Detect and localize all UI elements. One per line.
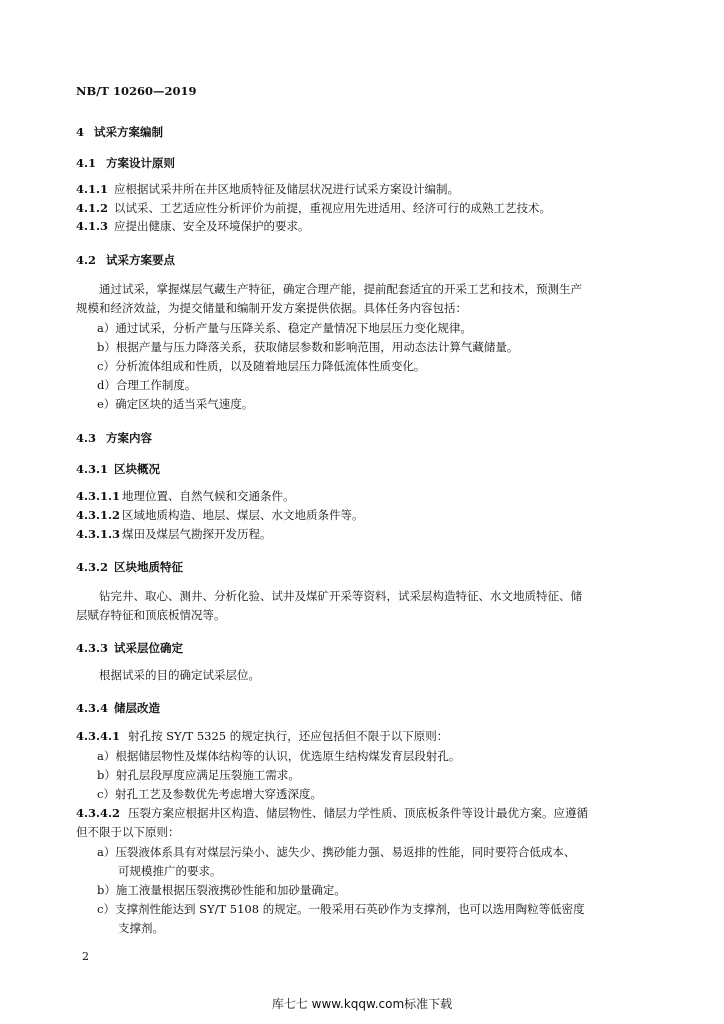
clause-4-3-1-2 xyxy=(76,509,364,522)
page-number: 2 xyxy=(82,950,89,963)
section-number: 4.3 xyxy=(76,431,97,445)
clause-text: 以试采、工艺适应性分析评价为前提，重视应用先进适用、经济可行的成熟工艺技术。 xyxy=(114,201,551,215)
section-title: 区块地质特征 xyxy=(114,560,183,574)
clause-4-1-1 xyxy=(76,183,459,196)
list-item: d）合理工作制度。 xyxy=(97,378,197,392)
list-item-continuation: 可规模推广的要求。 xyxy=(118,864,222,878)
clause-number: 4.1.2 xyxy=(76,201,109,215)
paragraph-line: 根据试采的目的确定试采层位。 xyxy=(99,668,260,682)
section-title: 试采方案编制 xyxy=(94,125,163,139)
clause-number: 4.3.4.1 xyxy=(76,729,121,743)
paragraph-line: 通过试采，掌握煤层气藏生产特征，确定合理产能，提前配套适宜的开采工艺和技术，预测生产 xyxy=(99,282,582,296)
section-4-heading xyxy=(76,124,163,140)
section-number: 4.3.1 xyxy=(76,462,109,476)
clause-text: 应根据试采井所在井区地质特征及储层状况进行试采方案设计编制。 xyxy=(114,182,459,196)
section-4-3-3-heading xyxy=(76,640,183,656)
list-item: b）施工液量根据压裂液携砂性能和加砂量确定。 xyxy=(97,883,346,897)
section-4-3-heading xyxy=(76,430,152,446)
clause-text: 煤田及煤层气勘探开发历程。 xyxy=(122,527,272,541)
paragraph-line: 层赋存特征和顶底板情况等。 xyxy=(76,608,226,622)
section-title: 方案设计原则 xyxy=(106,156,175,170)
section-title: 区块概况 xyxy=(114,462,160,476)
paragraph-line: 但不限于以下原则： xyxy=(76,825,180,839)
clause-4-3-4-1 xyxy=(76,730,448,743)
clause-text: 压裂方案应根据井区构造、储层物性、储层力学性质、顶底板条件等设计最优方案。应遵循 xyxy=(128,806,588,820)
paragraph-line: 规模和经济效益，为提交储量和编制开发方案提供依据。具体任务内容包括： xyxy=(76,301,467,315)
list-item: c）支撑剂性能达到 SY/T 5108 的规定。一般采用石英砂作为支撑剂，也可以选用陶粒等低密度 xyxy=(97,902,585,916)
clause-number: 4.3.1.3 xyxy=(76,527,121,541)
clause-number: 4.1.1 xyxy=(76,182,109,196)
section-number: 4.2 xyxy=(76,253,97,267)
section-number: 4.3.4 xyxy=(76,701,109,715)
document-code: NB/T 10260—2019 xyxy=(76,84,197,98)
footer-watermark: 库七七 www.kqqw.com标准下载 xyxy=(271,997,453,1011)
section-title: 试采层位确定 xyxy=(114,641,183,655)
list-item: e）确定区块的适当采气速度。 xyxy=(97,397,254,411)
section-title: 试采方案要点 xyxy=(106,253,175,267)
section-4-3-4-heading xyxy=(76,700,160,716)
list-item: a）根据储层物性及煤体结构等的认识，优选原生结构煤发育层段射孔。 xyxy=(97,749,461,763)
section-number: 4.3.3 xyxy=(76,641,109,655)
clause-4-3-1-3 xyxy=(76,528,272,541)
clause-4-3-1-1 xyxy=(76,490,295,503)
clause-4-3-4-2 xyxy=(76,807,588,820)
section-4-1-heading xyxy=(76,155,175,171)
list-item: b）射孔层段厚度应满足压裂施工需求。 xyxy=(97,768,300,782)
section-4-2-heading xyxy=(76,252,175,268)
clause-text: 区域地质构造、地层、煤层、水文地质条件等。 xyxy=(122,508,364,522)
list-item: a）压裂液体系具有对煤层污染小、滤失少、携砂能力强、易返排的性能，同时要符合低成本、 xyxy=(97,845,576,859)
clause-4-1-3 xyxy=(76,220,310,233)
list-item: b）根据产量与压力降落关系，获取储层参数和影响范围，用动态法计算气藏储量。 xyxy=(97,340,519,354)
list-item: c）射孔工艺及参数优先考虑增大穿透深度。 xyxy=(97,787,322,801)
clause-4-1-2 xyxy=(76,202,551,215)
section-title: 储层改造 xyxy=(114,701,160,715)
clause-number: 4.3.4.2 xyxy=(76,806,121,820)
section-number: 4.1 xyxy=(76,156,97,170)
clause-number: 4.3.1.1 xyxy=(76,489,121,503)
clause-number: 4.3.1.2 xyxy=(76,508,121,522)
clause-text: 射孔按 SY/T 5325 的规定执行，还应包括但不限于以下原则： xyxy=(128,729,449,743)
list-item-continuation: 支撑剂。 xyxy=(118,921,164,935)
list-item: a）通过试采，分析产量与压降关系、稳定产量情况下地层压力变化规律。 xyxy=(97,321,472,335)
section-number: 4.3.2 xyxy=(76,560,109,574)
paragraph-line: 钻完井、取心、测井、分析化验、试井及煤矿开采等资料，试采层构造特征、水文地质特征、储 xyxy=(99,589,582,603)
section-title: 方案内容 xyxy=(106,431,152,445)
section-4-3-2-heading xyxy=(76,559,183,575)
list-item: c）分析流体组成和性质，以及随着地层压力降低流体性质变化。 xyxy=(97,359,426,373)
clause-text: 应提出健康、安全及环境保护的要求。 xyxy=(114,219,310,233)
clause-text: 地理位置、自然气候和交通条件。 xyxy=(122,489,295,503)
clause-number: 4.1.3 xyxy=(76,219,109,233)
section-4-3-1-heading xyxy=(76,461,160,477)
section-number: 4 xyxy=(76,125,85,139)
